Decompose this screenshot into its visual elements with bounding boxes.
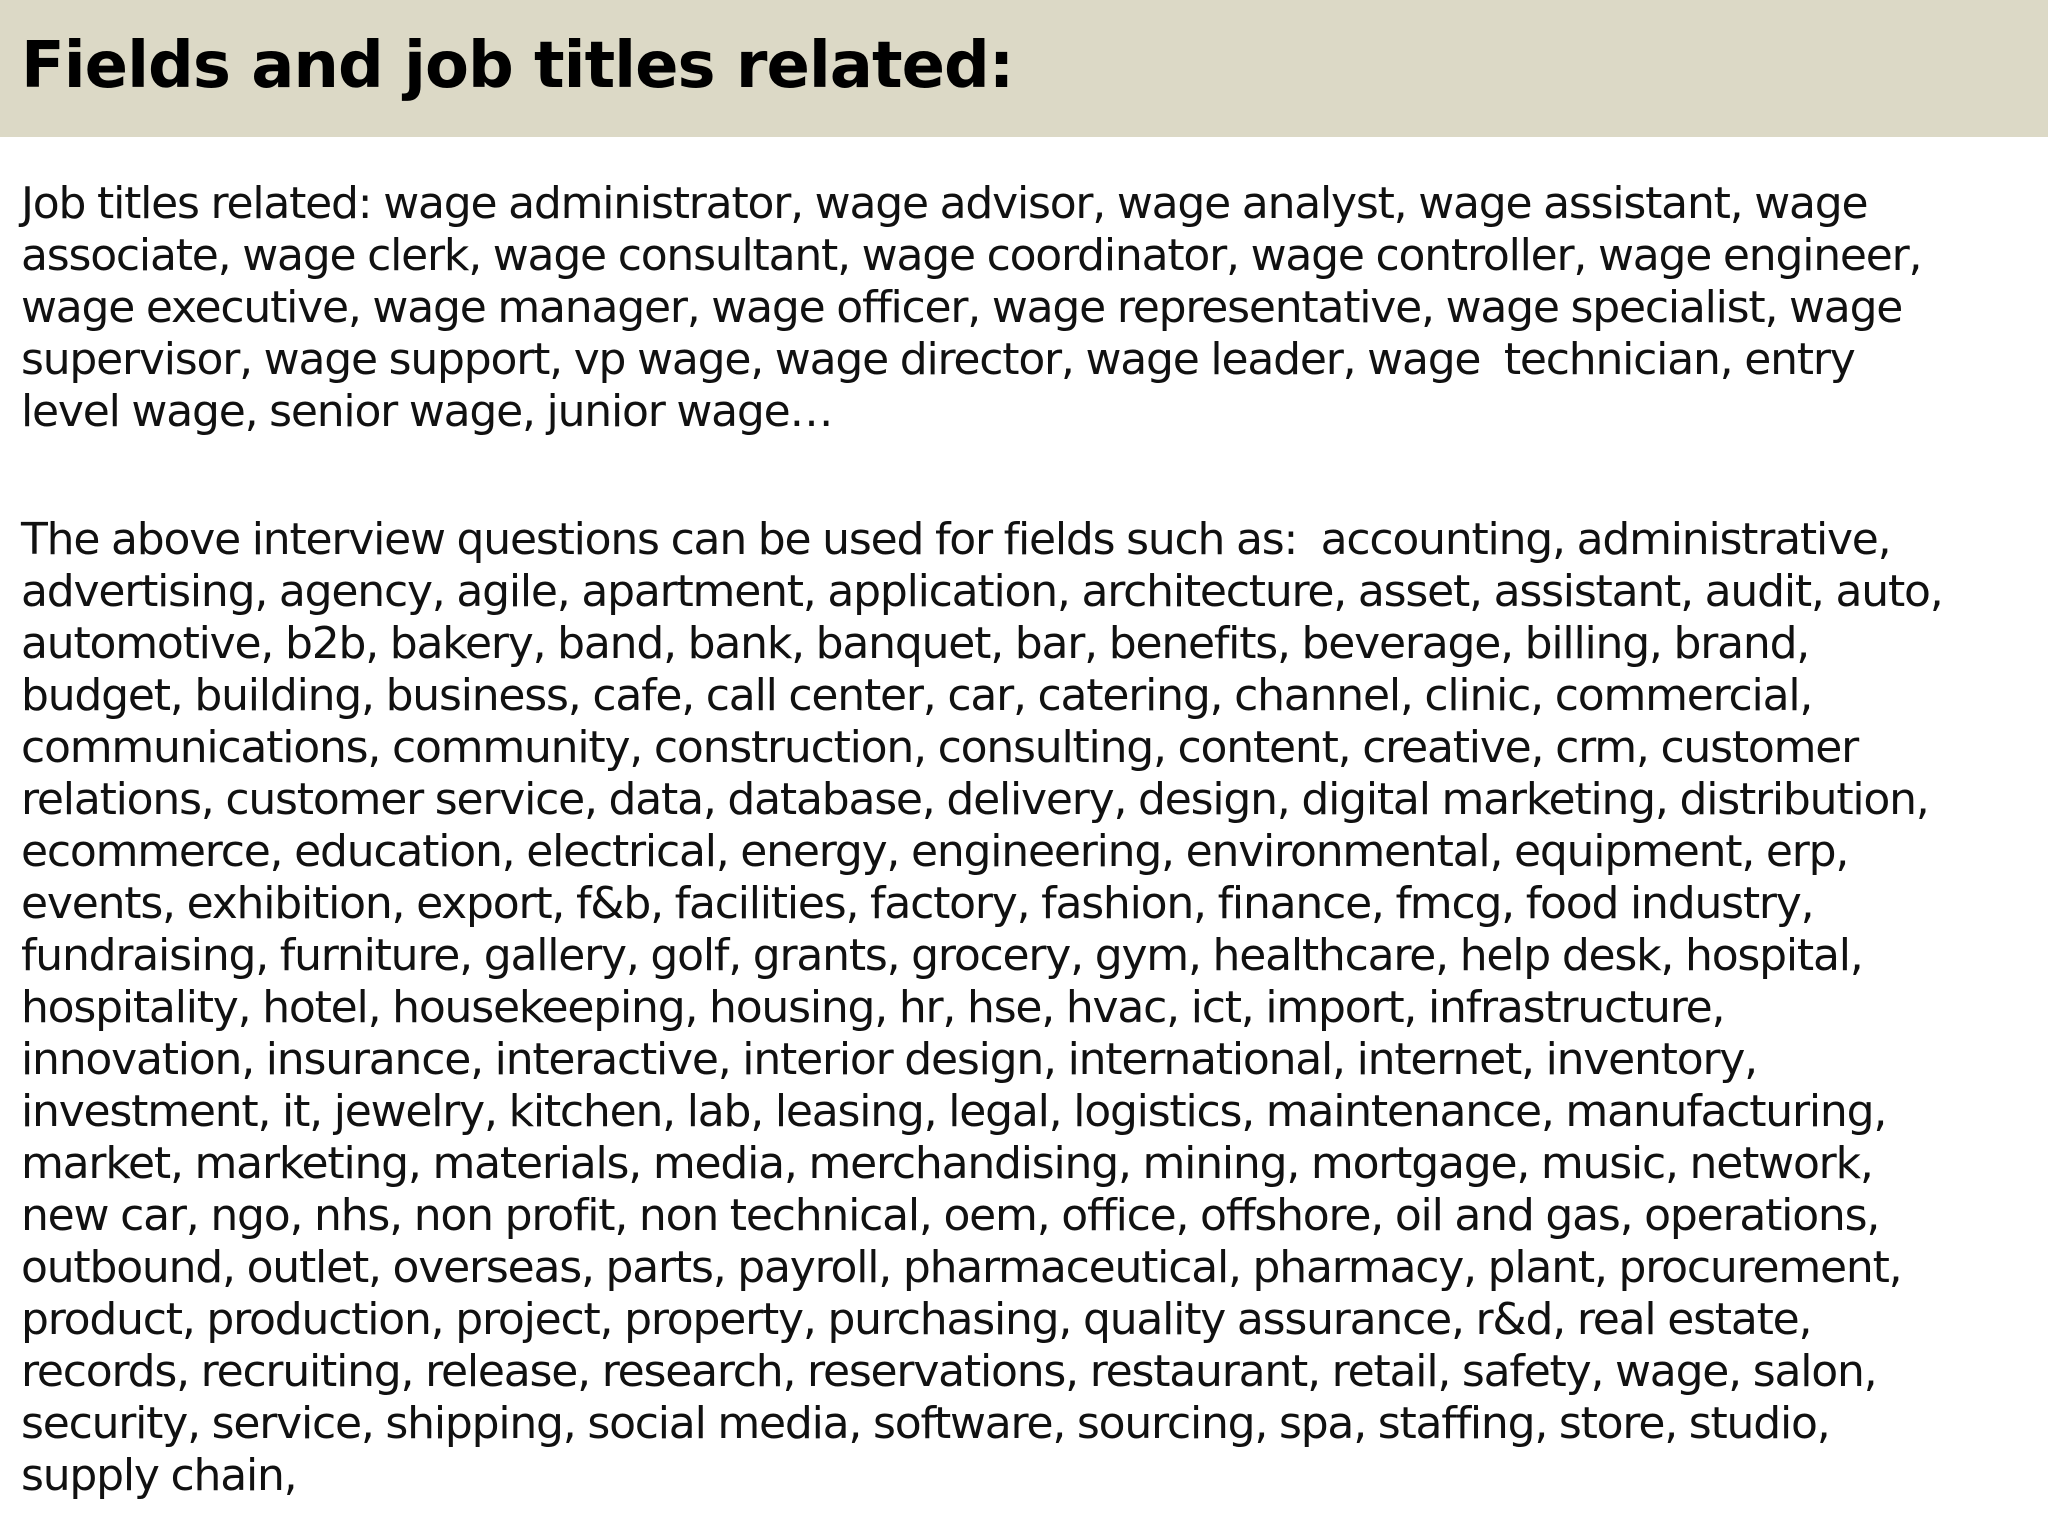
fields-line: budget, building, business, cafe, call center, car, catering, channel, clinic, commercial, xyxy=(21,670,1813,721)
job-titles-line: supervisor, wage support, vp wage, wage director, wage leader, wage technician, entry xyxy=(21,334,1855,385)
fields-paragraph xyxy=(21,514,1943,1502)
title-bar xyxy=(0,0,2048,137)
job-titles-line: associate, wage clerk, wage consultant, wage coordinator, wage controller, wage engineer, xyxy=(21,230,1922,281)
fields-line: market, marketing, materials, media, merchandising, mining, mortgage, music, network, xyxy=(21,1138,1873,1189)
fields-line: relations, customer service, data, database, delivery, design, digital marketing, distribution, xyxy=(21,774,1929,825)
fields-line: investment, it, jewelry, kitchen, lab, leasing, legal, logistics, maintenance, manufacturing, xyxy=(21,1086,1887,1137)
fields-line: automotive, b2b, bakery, band, bank, banquet, bar, benefits, beverage, billing, brand, xyxy=(21,618,1810,669)
fields-line: outbound, outlet, overseas, parts, payroll, pharmaceutical, pharmacy, plant, procurement, xyxy=(21,1242,1902,1293)
fields-line: events, exhibition, export, f&b, facilities, factory, fashion, finance, fmcg, food industry, xyxy=(21,878,1814,929)
fields-line: security, service, shipping, social media, software, sourcing, spa, staffing, store, studio, xyxy=(21,1398,1830,1449)
fields-line: new car, ngo, nhs, non profit, non technical, oem, office, offshore, oil and gas, operations, xyxy=(21,1190,1880,1241)
fields-line: innovation, insurance, interactive, interior design, international, internet, inventory, xyxy=(21,1034,1757,1085)
fields-line: advertising, agency, agile, apartment, application, architecture, asset, assistant, audit, auto, xyxy=(21,566,1943,617)
job-titles-line: wage executive, wage manager, wage officer, wage representative, wage specialist, wage xyxy=(21,282,1903,333)
slide-title: Fields and job titles related: xyxy=(21,29,1014,103)
fields-line: The above interview questions can be used for fields such as: accounting, administrative, xyxy=(21,514,1891,565)
job-titles-line: Job titles related: wage administrator, wage advisor, wage analyst, wage assistant, wage xyxy=(21,178,1868,229)
job-titles-paragraph xyxy=(21,178,1921,438)
fields-line: fundraising, furniture, gallery, golf, grants, grocery, gym, healthcare, help desk, hospital, xyxy=(21,930,1863,981)
fields-line: communications, community, construction, consulting, content, creative, crm, customer xyxy=(21,722,1859,773)
fields-line: product, production, project, property, purchasing, quality assurance, r&d, real estate, xyxy=(21,1294,1812,1345)
fields-line: ecommerce, education, electrical, energy, engineering, environmental, equipment, erp, xyxy=(21,826,1849,877)
fields-line: records, recruiting, release, research, reservations, restaurant, retail, safety, wage, salon, xyxy=(21,1346,1877,1397)
fields-line: hospitality, hotel, housekeeping, housing, hr, hse, hvac, ict, import, infrastructure, xyxy=(21,982,1725,1033)
fields-line: supply chain, xyxy=(21,1450,297,1501)
job-titles-line: level wage, senior wage, junior wage… xyxy=(21,386,833,437)
